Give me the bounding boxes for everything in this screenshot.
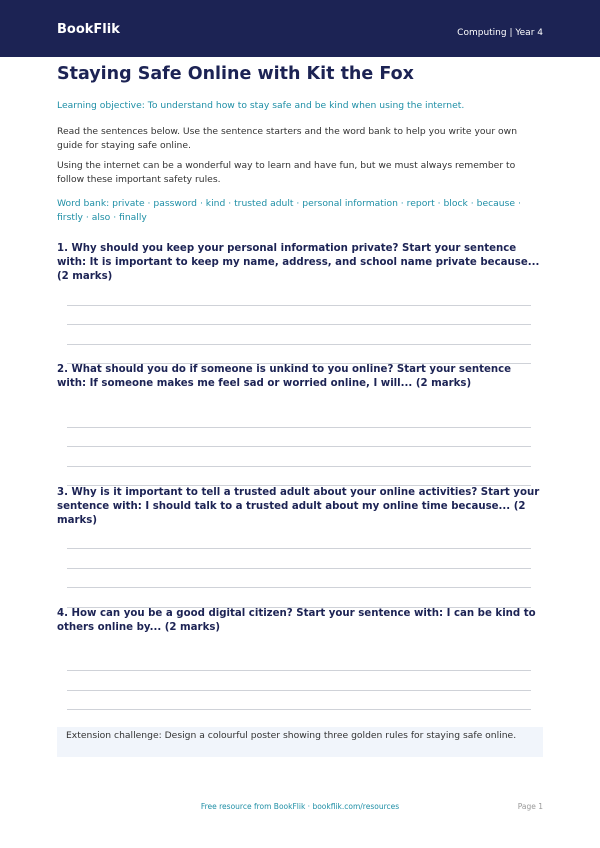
subject-year-label: Computing | Year 4 bbox=[457, 28, 543, 38]
extension-challenge-text: Extension challenge: Design a colourful poster showing three golden rules for staying safe online. bbox=[66, 730, 517, 741]
question-2: 2. What should you do if someone is unkind to you online? Start your sentence with: If someone makes me feel sad or worried online, I will... (2 marks) bbox=[57, 364, 512, 389]
answer-line[interactable] bbox=[67, 670, 531, 671]
answer-line[interactable] bbox=[67, 690, 531, 691]
answer-line[interactable] bbox=[67, 568, 531, 569]
answer-line[interactable] bbox=[67, 709, 531, 710]
intro-paragraph: Read the sentences below. Use the sentence starters and the word bank to help you write your own guide for staying safe online. bbox=[57, 126, 518, 151]
answer-line[interactable] bbox=[67, 344, 531, 345]
extension-challenge-box bbox=[57, 727, 543, 757]
question-1: 1. Why should you keep your personal information private? Start your sentence with: It is important to keep my name, address, and school name private because... (2 marks) bbox=[57, 243, 540, 282]
learning-objective: Learning objective: To understand how to stay safe and be kind when using the internet. bbox=[57, 100, 465, 111]
question-3: 3. Why is it important to tell a trusted adult about your online activities? Start your sentence with: I should talk to a trusted adult about my online time because... (2 marks) bbox=[57, 487, 540, 526]
word-bank: Word bank: private · password · kind · trusted adult · personal information · report · block · because · firstly · also · finally bbox=[57, 198, 521, 223]
intro-paragraph: Using the internet can be a wonderful way to learn and have fun, but we must always remember to follow these important safety rules. bbox=[57, 160, 516, 185]
answer-line[interactable] bbox=[67, 305, 531, 306]
brand-logo[interactable]: BookFlik bbox=[57, 22, 120, 37]
answer-line[interactable] bbox=[67, 446, 531, 447]
answer-line[interactable] bbox=[67, 466, 531, 467]
answer-line[interactable] bbox=[67, 587, 531, 588]
question-4: 4. How can you be a good digital citizen? Start your sentence with: I can be kind to others online by... (2 marks) bbox=[57, 608, 536, 633]
answer-line[interactable] bbox=[67, 324, 531, 325]
header-bar bbox=[0, 0, 600, 57]
page-number: Page 1 bbox=[517, 802, 543, 811]
answer-line[interactable] bbox=[67, 427, 531, 428]
answer-line[interactable] bbox=[67, 548, 531, 549]
page-title: Staying Safe Online with Kit the Fox bbox=[57, 64, 414, 84]
footer-resource-link[interactable]: Free resource from BookFlik · bookflik.com/resources bbox=[200, 802, 400, 811]
